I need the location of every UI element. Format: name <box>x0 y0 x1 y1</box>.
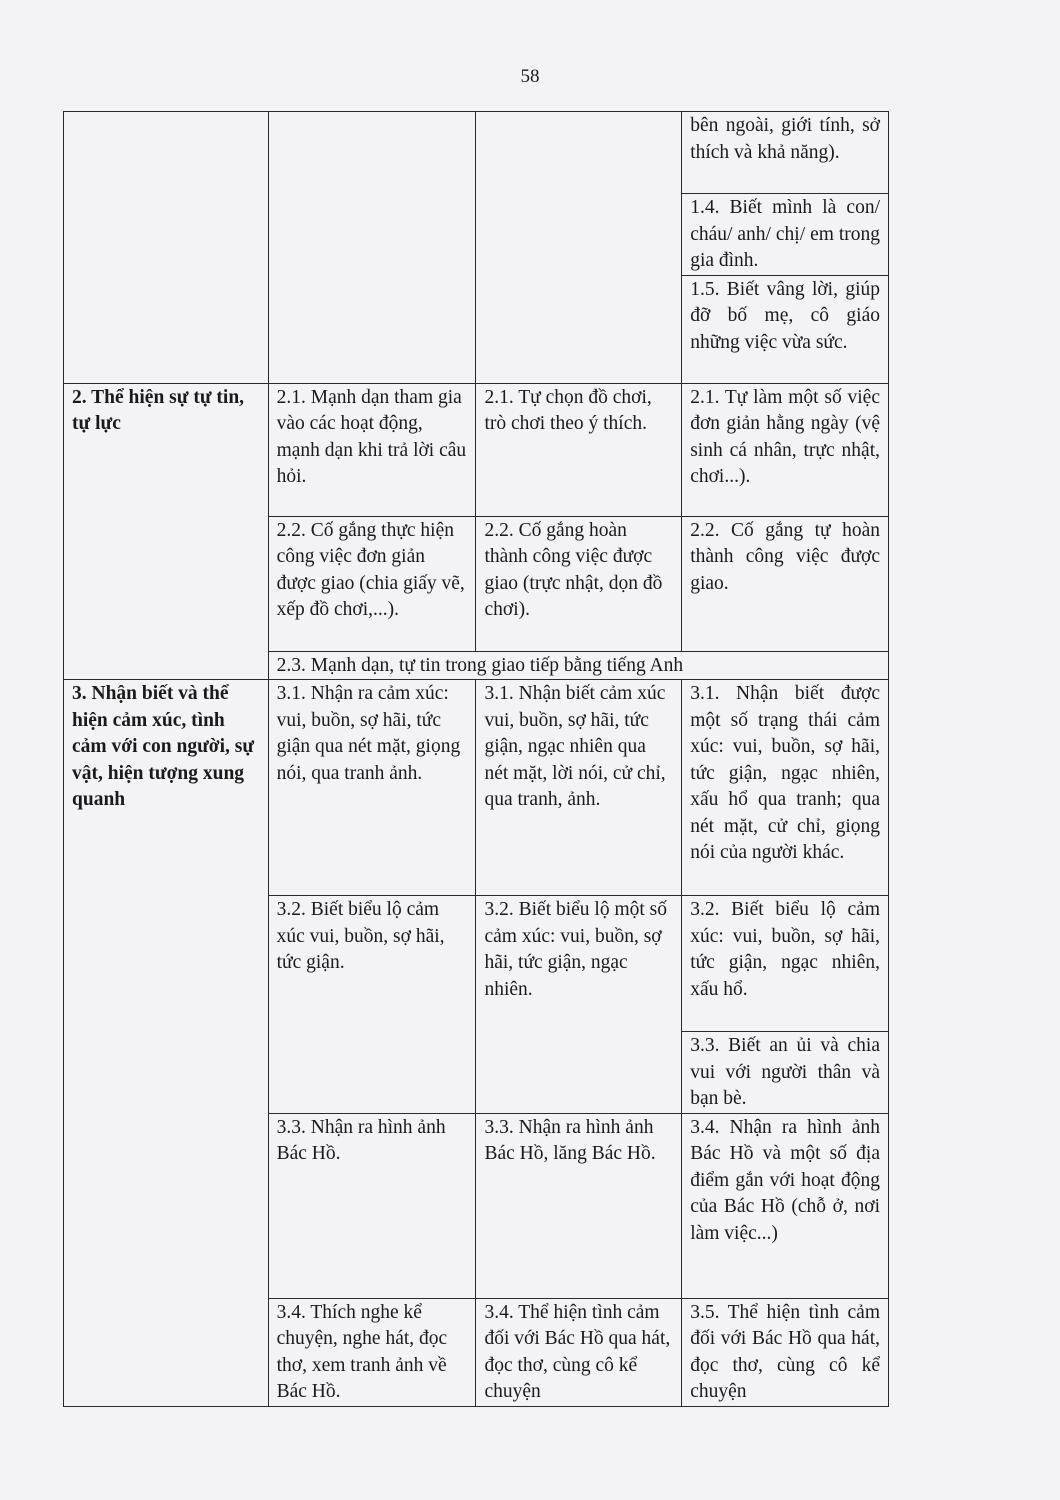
table-row <box>64 383 889 516</box>
table-row <box>64 112 889 194</box>
age-5-6-cell: 3.3. Biết an ủi và chia vui với người thân và bạn bè. <box>682 1032 889 1114</box>
age-3-4-cell-continued <box>268 112 476 384</box>
age-5-6-cell: 3.4. Nhận ra hình ảnh Bác Hồ và một số địa điểm gắn với hoạt động của Bác Hồ (chỗ ở, nơi làm việc...) <box>682 1113 889 1298</box>
criterion-cell: 2. Thể hiện sự tự tin, tự lực <box>64 383 269 680</box>
age-5-6-cell: 3.5. Thể hiện tình cảm đối với Bác Hồ qua hát, đọc thơ, cùng cô kể chuyện <box>682 1298 889 1406</box>
age-5-6-cell: 2.2. Cố gắng tự hoàn thành công việc được giao. <box>682 516 889 651</box>
criterion-cell: 3. Nhận biết và thể hiện cảm xúc, tình cảm với con người, sự vật, hiện tượng xung quanh <box>64 680 269 1407</box>
age-4-5-cell: 3.4. Thể hiện tình cảm đối với Bác Hồ qua hát, đọc thơ, cùng cô kể chuyện <box>476 1298 682 1406</box>
age-3-4-cell: 2.2. Cố gắng thực hiện công việc đơn giản được giao (chia giấy vẽ, xếp đồ chơi,...). <box>268 516 476 651</box>
merged-english-cell: 2.3. Mạnh dạn, tự tin trong giao tiếp bằng tiếng Anh <box>268 651 888 680</box>
age-5-6-cell: bên ngoài, giới tính, sở thích và khả năng). <box>682 112 889 194</box>
age-4-5-cell: 2.2. Cố gắng hoàn thành công việc được giao (trực nhật, dọn đồ chơi). <box>476 516 682 651</box>
age-4-5-cell-continued <box>476 112 682 384</box>
development-criteria-table <box>63 111 889 1407</box>
age-3-4-cell: 2.1. Mạnh dạn tham gia vào các hoạt động, mạnh dạn khi trả lời câu hỏi. <box>268 383 476 516</box>
age-4-5-cell: 2.1. Tự chọn đồ chơi, trò chơi theo ý thích. <box>476 383 682 516</box>
age-3-4-cell: 3.4. Thích nghe kể chuyện, nghe hát, đọc thơ, xem tranh ảnh về Bác Hồ. <box>268 1298 476 1406</box>
age-3-4-cell: 3.3. Nhận ra hình ảnh Bác Hồ. <box>268 1113 476 1298</box>
age-5-6-cell: 1.5. Biết vâng lời, giúp đỡ bố mẹ, cô giáo những việc vừa sức. <box>682 275 889 383</box>
page-number: 58 <box>520 66 540 87</box>
age-5-6-cell: 3.1. Nhận biết được một số trạng thái cảm xúc: vui, buồn, sợ hãi, tức giận, ngạc nhiên, xấu hổ qua tranh; qua nét mặt, cử chỉ, giọng nói của người khác. <box>682 680 889 896</box>
age-4-5-cell: 3.1. Nhận biết cảm xúc vui, buồn, sợ hãi, tức giận, ngạc nhiên qua nét mặt, lời nói, cử chỉ, qua tranh, ảnh. <box>476 680 682 896</box>
criterion-cell-1-continued <box>64 112 269 384</box>
age-4-5-cell: 3.2. Biết biểu lộ một số cảm xúc: vui, buồn, sợ hãi, tức giận, ngạc nhiên. <box>476 896 682 1114</box>
table-row <box>64 680 889 896</box>
age-5-6-cell: 2.1. Tự làm một số việc đơn giản hằng ngày (vệ sinh cá nhân, trực nhật, chơi...). <box>682 383 889 516</box>
age-5-6-cell: 1.4. Biết mình là con/ cháu/ anh/ chị/ em trong gia đình. <box>682 194 889 276</box>
age-3-4-cell: 3.2. Biết biểu lộ cảm xúc vui, buồn, sợ hãi, tức giận. <box>268 896 476 1114</box>
age-4-5-cell: 3.3. Nhận ra hình ảnh Bác Hồ, lăng Bác Hồ. <box>476 1113 682 1298</box>
age-5-6-cell: 3.2. Biết biểu lộ cảm xúc: vui, buồn, sợ hãi, tức giận, ngạc nhiên, xấu hổ. <box>682 896 889 1032</box>
age-3-4-cell: 3.1. Nhận ra cảm xúc: vui, buồn, sợ hãi, tức giận qua nét mặt, giọng nói, qua tranh ảnh. <box>268 680 476 896</box>
